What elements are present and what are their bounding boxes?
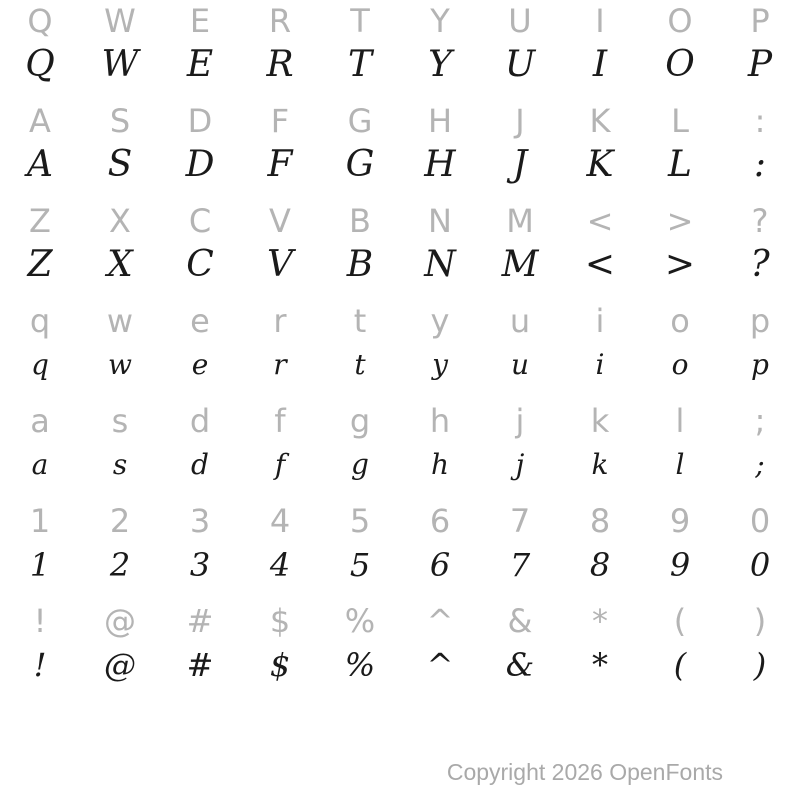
reference-glyph: >: [666, 202, 694, 240]
reference-glyph: o: [670, 302, 690, 340]
uppercase-home-row: [0, 100, 800, 200]
reference-glyph: U: [508, 2, 532, 40]
script-preview-glyph: <: [584, 244, 616, 285]
script-preview-glyph-line: [0, 642, 800, 700]
script-preview-glyph: ^: [426, 646, 454, 684]
script-preview-glyph-line: [0, 242, 800, 300]
reference-glyph: ?: [751, 202, 769, 240]
reference-glyph: 3: [189, 502, 211, 540]
reference-glyph: t: [353, 302, 367, 340]
script-preview-glyph: ?: [750, 244, 770, 285]
script-preview-glyph-line: [0, 442, 800, 500]
reference-glyph: $: [269, 602, 291, 640]
reference-glyph: !: [33, 602, 47, 640]
reference-glyph: R: [268, 2, 292, 40]
script-preview-glyph-line: [0, 142, 800, 200]
script-preview-glyph: H: [424, 144, 456, 185]
script-preview-glyph: R: [266, 44, 294, 85]
reference-glyph: 4: [269, 502, 291, 540]
reference-glyph: s: [111, 402, 129, 440]
script-preview-glyph: d: [191, 448, 209, 481]
script-preview-glyph: q: [31, 348, 49, 381]
digits-row: [0, 500, 800, 600]
script-preview-glyph: J: [512, 144, 528, 185]
reference-glyph: j: [515, 402, 525, 440]
script-preview-glyph: K: [586, 144, 614, 185]
reference-glyph: :: [754, 102, 766, 140]
reference-glyph: p: [749, 302, 771, 340]
script-preview-glyph: k: [591, 448, 609, 481]
reference-glyph: P: [750, 2, 770, 40]
reference-glyph: 2: [109, 502, 131, 540]
script-preview-glyph: 0: [749, 546, 771, 584]
script-preview-glyph: l: [675, 448, 685, 481]
script-preview-glyph: y: [432, 348, 448, 381]
script-preview-glyph: E: [186, 44, 214, 85]
script-preview-glyph: 5: [349, 546, 371, 584]
reference-glyph: D: [187, 102, 213, 140]
uppercase-bottom-row: [0, 200, 800, 300]
script-preview-glyph: 2: [109, 546, 131, 584]
reference-glyph: H: [427, 102, 453, 140]
reference-glyph: k: [590, 402, 610, 440]
script-preview-glyph: $: [269, 646, 291, 684]
reference-glyph-line: [0, 400, 800, 442]
reference-glyph: r: [273, 302, 287, 340]
reference-glyph: f: [274, 402, 286, 440]
script-preview-glyph: D: [185, 144, 215, 185]
reference-glyph-line: [0, 300, 800, 342]
reference-glyph: I: [595, 2, 605, 40]
script-preview-glyph: >: [664, 244, 696, 285]
script-preview-glyph: &: [505, 646, 535, 684]
reference-glyph: @: [104, 602, 136, 640]
reference-glyph: q: [29, 302, 51, 340]
reference-glyph: K: [589, 102, 611, 140]
script-preview-glyph: h: [430, 448, 450, 481]
script-preview-glyph: U: [504, 44, 536, 85]
script-preview-glyph: P: [747, 44, 773, 85]
script-preview-glyph: C: [186, 244, 214, 285]
script-preview-glyph: I: [592, 44, 608, 85]
script-preview-glyph: t: [354, 348, 366, 381]
script-preview-glyph: A: [27, 144, 53, 185]
script-preview-glyph: 3: [189, 546, 211, 584]
reference-glyph: 8: [589, 502, 611, 540]
reference-glyph: J: [515, 102, 525, 140]
reference-glyph: Z: [29, 202, 51, 240]
reference-glyph: w: [106, 302, 134, 340]
reference-glyph: i: [595, 302, 605, 340]
script-preview-glyph: F: [267, 144, 293, 185]
script-preview-glyph-line: [0, 342, 800, 400]
reference-glyph-line: [0, 600, 800, 642]
reference-glyph: Q: [27, 2, 53, 40]
script-preview-glyph: *: [592, 646, 608, 684]
script-preview-glyph: i: [595, 348, 605, 381]
reference-glyph-line: [0, 0, 800, 42]
script-preview-glyph: T: [347, 44, 372, 85]
reference-glyph-line: [0, 200, 800, 242]
script-preview-glyph: e: [191, 348, 209, 381]
reference-glyph: C: [188, 202, 212, 240]
reference-glyph: M: [506, 202, 534, 240]
script-preview-glyph: O: [665, 44, 695, 85]
script-preview-glyph: (: [673, 646, 687, 684]
reference-glyph: l: [675, 402, 685, 440]
reference-glyph: g: [349, 402, 371, 440]
script-preview-glyph: 1: [29, 546, 51, 584]
reference-glyph: e: [190, 302, 210, 340]
script-preview-glyph: #: [186, 646, 214, 684]
reference-glyph: %: [344, 602, 376, 640]
script-preview-glyph: M: [501, 244, 539, 285]
script-preview-glyph: Q: [25, 44, 55, 85]
reference-glyph: 6: [429, 502, 451, 540]
script-preview-glyph: ): [753, 646, 767, 684]
reference-glyph: W: [104, 2, 136, 40]
reference-glyph: 1: [29, 502, 51, 540]
script-preview-glyph: Y: [428, 44, 452, 85]
reference-glyph: B: [349, 202, 371, 240]
script-preview-glyph: Z: [27, 244, 53, 285]
reference-glyph: *: [592, 602, 608, 640]
script-preview-glyph: X: [107, 244, 133, 285]
copyright-text: Copyright 2026 OpenFonts: [446, 759, 723, 785]
reference-glyph: ;: [754, 402, 766, 440]
reference-glyph: 7: [509, 502, 531, 540]
reference-glyph: O: [667, 2, 693, 40]
script-preview-glyph: 6: [429, 546, 451, 584]
symbols-row: [0, 600, 800, 700]
reference-glyph: N: [428, 202, 452, 240]
script-preview-glyph: :: [753, 144, 767, 185]
script-preview-glyph: 9: [669, 546, 691, 584]
reference-glyph: E: [189, 2, 211, 40]
script-preview-glyph-line: [0, 42, 800, 100]
script-preview-glyph: !: [33, 646, 47, 684]
reference-glyph: A: [29, 102, 51, 140]
lowercase-home-row: [0, 400, 800, 500]
reference-glyph: G: [347, 102, 373, 140]
script-preview-glyph: G: [345, 144, 375, 185]
reference-glyph: (: [673, 602, 687, 640]
script-preview-glyph: V: [267, 244, 293, 285]
reference-glyph: d: [189, 402, 211, 440]
script-preview-glyph: @: [104, 646, 136, 684]
reference-glyph: L: [671, 102, 689, 140]
script-preview-glyph: N: [424, 244, 456, 285]
script-preview-glyph: W: [101, 44, 139, 85]
script-preview-glyph: 8: [589, 546, 611, 584]
reference-glyph: ^: [426, 602, 454, 640]
script-preview-glyph: f: [274, 448, 286, 481]
reference-glyph: #: [186, 602, 214, 640]
script-preview-glyph: S: [107, 144, 133, 185]
script-preview-glyph: %: [344, 646, 376, 684]
reference-glyph: 0: [749, 502, 771, 540]
script-preview-glyph: 4: [269, 546, 291, 584]
reference-glyph: h: [429, 402, 451, 440]
reference-glyph: 9: [669, 502, 691, 540]
script-preview-glyph: ;: [755, 448, 765, 481]
script-preview-glyph: 7: [509, 546, 531, 584]
reference-glyph: Y: [430, 2, 450, 40]
reference-glyph: <: [586, 202, 614, 240]
reference-glyph: a: [30, 402, 50, 440]
script-preview-glyph: w: [108, 348, 132, 381]
reference-glyph-line: [0, 100, 800, 142]
reference-glyph-line: [0, 500, 800, 542]
reference-glyph: S: [109, 102, 131, 140]
script-preview-glyph: r: [273, 348, 287, 381]
script-preview-glyph: B: [346, 244, 374, 285]
script-preview-glyph: p: [751, 348, 769, 381]
reference-glyph: y: [430, 302, 450, 340]
reference-glyph: X: [109, 202, 131, 240]
reference-glyph: u: [509, 302, 531, 340]
lowercase-top-row: [0, 300, 800, 400]
reference-glyph: 5: [349, 502, 371, 540]
script-preview-glyph-line: [0, 542, 800, 600]
reference-glyph: F: [270, 102, 290, 140]
script-preview-glyph: g: [351, 448, 369, 481]
uppercase-top-row: [0, 0, 800, 100]
script-preview-glyph: s: [112, 448, 128, 481]
script-preview-glyph: j: [515, 448, 525, 481]
script-preview-glyph: u: [510, 348, 530, 381]
reference-glyph: &: [507, 602, 533, 640]
script-preview-glyph: o: [671, 348, 689, 381]
reference-glyph: ): [753, 602, 767, 640]
reference-glyph: T: [350, 2, 370, 40]
script-preview-glyph: L: [668, 144, 692, 185]
script-preview-glyph: a: [31, 448, 49, 481]
reference-glyph: V: [269, 202, 291, 240]
